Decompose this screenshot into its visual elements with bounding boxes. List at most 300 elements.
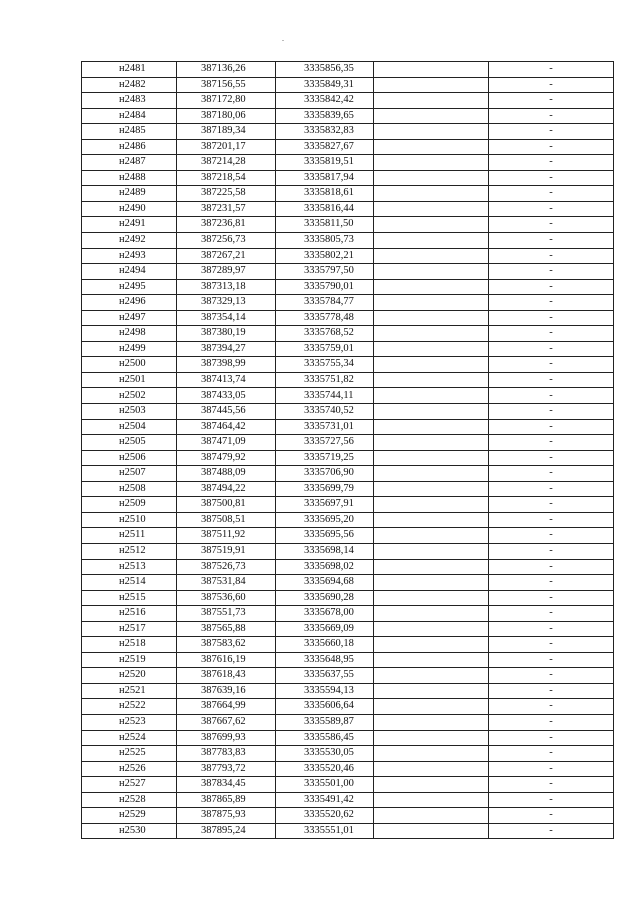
point-id-cell: н2527	[82, 777, 177, 793]
value-cell: -	[489, 295, 614, 311]
y-coordinate-cell: 3335698,14	[276, 543, 374, 559]
table-row	[82, 155, 614, 171]
table-row	[82, 543, 614, 559]
x-coordinate-cell: 387433,05	[177, 388, 276, 404]
value-cell: -	[489, 279, 614, 295]
y-coordinate-cell: 3335832,83	[276, 124, 374, 140]
y-coordinate-cell: 3335744,11	[276, 388, 374, 404]
y-coordinate-cell: 3335751,82	[276, 372, 374, 388]
y-coordinate-cell: 3335520,62	[276, 808, 374, 824]
point-id-cell: н2526	[82, 761, 177, 777]
x-coordinate-cell: 387236,81	[177, 217, 276, 233]
value-cell: -	[489, 450, 614, 466]
table-row	[82, 341, 614, 357]
y-coordinate-cell: 3335811,50	[276, 217, 374, 233]
empty-cell	[374, 388, 489, 404]
value-cell: -	[489, 357, 614, 373]
y-coordinate-cell: 3335606,64	[276, 699, 374, 715]
y-coordinate-cell: 3335802,21	[276, 248, 374, 264]
x-coordinate-cell: 387699,93	[177, 730, 276, 746]
empty-cell	[374, 512, 489, 528]
x-coordinate-cell: 387508,51	[177, 512, 276, 528]
x-coordinate-cell: 387313,18	[177, 279, 276, 295]
table-row	[82, 761, 614, 777]
point-id-cell: н2519	[82, 652, 177, 668]
value-cell: -	[489, 652, 614, 668]
empty-cell	[374, 823, 489, 839]
x-coordinate-cell: 387329,13	[177, 295, 276, 311]
table-row	[82, 435, 614, 451]
y-coordinate-cell: 3335594,13	[276, 683, 374, 699]
value-cell: -	[489, 124, 614, 140]
point-id-cell: н2501	[82, 372, 177, 388]
empty-cell	[374, 295, 489, 311]
x-coordinate-cell: 387289,97	[177, 264, 276, 280]
value-cell: -	[489, 621, 614, 637]
y-coordinate-cell: 3335706,90	[276, 466, 374, 482]
y-coordinate-cell: 3335797,50	[276, 264, 374, 280]
value-cell: -	[489, 714, 614, 730]
point-id-cell: н2494	[82, 264, 177, 280]
x-coordinate-cell: 387136,26	[177, 62, 276, 78]
point-id-cell: н2498	[82, 326, 177, 342]
table-row	[82, 808, 614, 824]
point-id-cell: н2513	[82, 559, 177, 575]
point-id-cell: н2500	[82, 357, 177, 373]
x-coordinate-cell: 387479,92	[177, 450, 276, 466]
y-coordinate-cell: 3335818,61	[276, 186, 374, 202]
empty-cell	[374, 668, 489, 684]
table-row	[82, 170, 614, 186]
value-cell: -	[489, 108, 614, 124]
x-coordinate-cell: 387494,22	[177, 481, 276, 497]
x-coordinate-cell: 387618,43	[177, 668, 276, 684]
value-cell: -	[489, 388, 614, 404]
empty-cell	[374, 201, 489, 217]
x-coordinate-cell: 387664,99	[177, 699, 276, 715]
point-id-cell: н2508	[82, 481, 177, 497]
x-coordinate-cell: 387783,83	[177, 746, 276, 762]
table-row	[82, 590, 614, 606]
point-id-cell: н2486	[82, 139, 177, 155]
y-coordinate-cell: 3335698,02	[276, 559, 374, 575]
y-coordinate-cell: 3335530,05	[276, 746, 374, 762]
point-id-cell: н2523	[82, 714, 177, 730]
y-coordinate-cell: 3335827,67	[276, 139, 374, 155]
x-coordinate-cell: 387471,09	[177, 435, 276, 451]
x-coordinate-cell: 387639,16	[177, 683, 276, 699]
point-id-cell: н2499	[82, 341, 177, 357]
y-coordinate-cell: 3335697,91	[276, 497, 374, 513]
empty-cell	[374, 264, 489, 280]
point-id-cell: н2522	[82, 699, 177, 715]
y-coordinate-cell: 3335690,28	[276, 590, 374, 606]
table-row	[82, 668, 614, 684]
table-row	[82, 233, 614, 249]
x-coordinate-cell: 387398,99	[177, 357, 276, 373]
y-coordinate-cell: 3335660,18	[276, 637, 374, 653]
table-row	[82, 652, 614, 668]
point-id-cell: н2484	[82, 108, 177, 124]
point-id-cell: н2490	[82, 201, 177, 217]
x-coordinate-cell: 387201,17	[177, 139, 276, 155]
point-id-cell: н2511	[82, 528, 177, 544]
y-coordinate-cell: 3335784,77	[276, 295, 374, 311]
y-coordinate-cell: 3335719,25	[276, 450, 374, 466]
table-row	[82, 295, 614, 311]
table-row	[82, 699, 614, 715]
point-id-cell: н2483	[82, 93, 177, 109]
point-id-cell: н2503	[82, 404, 177, 420]
table-row	[82, 450, 614, 466]
point-id-cell: н2497	[82, 310, 177, 326]
y-coordinate-cell: 3335678,00	[276, 606, 374, 622]
y-coordinate-cell: 3335551,01	[276, 823, 374, 839]
value-cell: -	[489, 497, 614, 513]
point-id-cell: н2530	[82, 823, 177, 839]
x-coordinate-cell: 387834,45	[177, 777, 276, 793]
point-id-cell: н2524	[82, 730, 177, 746]
table-row	[82, 823, 614, 839]
x-coordinate-cell: 387464,42	[177, 419, 276, 435]
table-row	[82, 777, 614, 793]
empty-cell	[374, 777, 489, 793]
point-id-cell: н2493	[82, 248, 177, 264]
table-body	[82, 62, 614, 839]
point-id-cell: н2525	[82, 746, 177, 762]
empty-cell	[374, 372, 489, 388]
empty-cell	[374, 792, 489, 808]
value-cell: -	[489, 761, 614, 777]
table-row	[82, 93, 614, 109]
table-row	[82, 62, 614, 78]
empty-cell	[374, 108, 489, 124]
value-cell: -	[489, 170, 614, 186]
value-cell: -	[489, 559, 614, 575]
y-coordinate-cell: 3335778,48	[276, 310, 374, 326]
value-cell: -	[489, 777, 614, 793]
table-row	[82, 559, 614, 575]
empty-cell	[374, 730, 489, 746]
table-row	[82, 528, 614, 544]
empty-cell	[374, 714, 489, 730]
value-cell: -	[489, 823, 614, 839]
value-cell: -	[489, 528, 614, 544]
value-cell: -	[489, 326, 614, 342]
point-id-cell: н2489	[82, 186, 177, 202]
point-id-cell: н2504	[82, 419, 177, 435]
empty-cell	[374, 62, 489, 78]
table-row	[82, 683, 614, 699]
table-row	[82, 792, 614, 808]
empty-cell	[374, 637, 489, 653]
point-id-cell: н2488	[82, 170, 177, 186]
x-coordinate-cell: 387156,55	[177, 77, 276, 93]
y-coordinate-cell: 3335637,55	[276, 668, 374, 684]
point-id-cell: н2492	[82, 233, 177, 249]
table-row	[82, 248, 614, 264]
empty-cell	[374, 233, 489, 249]
y-coordinate-cell: 3335501,00	[276, 777, 374, 793]
table-row	[82, 264, 614, 280]
value-cell: -	[489, 186, 614, 202]
table-row	[82, 77, 614, 93]
empty-cell	[374, 77, 489, 93]
table-row	[82, 621, 614, 637]
point-id-cell: н2512	[82, 543, 177, 559]
table-row	[82, 279, 614, 295]
scan-speck	[282, 40, 284, 41]
point-id-cell: н2517	[82, 621, 177, 637]
empty-cell	[374, 450, 489, 466]
table-row	[82, 730, 614, 746]
point-id-cell: н2485	[82, 124, 177, 140]
point-id-cell: н2509	[82, 497, 177, 513]
empty-cell	[374, 93, 489, 109]
point-id-cell: н2491	[82, 217, 177, 233]
empty-cell	[374, 248, 489, 264]
value-cell: -	[489, 155, 614, 171]
y-coordinate-cell: 3335856,35	[276, 62, 374, 78]
y-coordinate-cell: 3335842,42	[276, 93, 374, 109]
y-coordinate-cell: 3335817,94	[276, 170, 374, 186]
value-cell: -	[489, 746, 614, 762]
table-row	[82, 497, 614, 513]
table-row	[82, 481, 614, 497]
value-cell: -	[489, 248, 614, 264]
table-row	[82, 637, 614, 653]
empty-cell	[374, 466, 489, 482]
table-row	[82, 186, 614, 202]
point-id-cell: н2505	[82, 435, 177, 451]
value-cell: -	[489, 543, 614, 559]
empty-cell	[374, 699, 489, 715]
value-cell: -	[489, 730, 614, 746]
value-cell: -	[489, 590, 614, 606]
y-coordinate-cell: 3335648,95	[276, 652, 374, 668]
y-coordinate-cell: 3335790,01	[276, 279, 374, 295]
x-coordinate-cell: 387565,88	[177, 621, 276, 637]
point-id-cell: н2502	[82, 388, 177, 404]
table-row	[82, 108, 614, 124]
empty-cell	[374, 170, 489, 186]
value-cell: -	[489, 575, 614, 591]
y-coordinate-cell: 3335805,73	[276, 233, 374, 249]
value-cell: -	[489, 62, 614, 78]
empty-cell	[374, 652, 489, 668]
y-coordinate-cell: 3335520,46	[276, 761, 374, 777]
table-row	[82, 466, 614, 482]
y-coordinate-cell: 3335740,52	[276, 404, 374, 420]
value-cell: -	[489, 264, 614, 280]
x-coordinate-cell: 387180,06	[177, 108, 276, 124]
x-coordinate-cell: 387616,19	[177, 652, 276, 668]
table-row	[82, 419, 614, 435]
empty-cell	[374, 575, 489, 591]
value-cell: -	[489, 93, 614, 109]
empty-cell	[374, 419, 489, 435]
value-cell: -	[489, 435, 614, 451]
y-coordinate-cell: 3335849,31	[276, 77, 374, 93]
empty-cell	[374, 590, 489, 606]
x-coordinate-cell: 387511,92	[177, 528, 276, 544]
point-id-cell: н2496	[82, 295, 177, 311]
empty-cell	[374, 621, 489, 637]
y-coordinate-cell: 3335755,34	[276, 357, 374, 373]
empty-cell	[374, 683, 489, 699]
x-coordinate-cell: 387667,62	[177, 714, 276, 730]
x-coordinate-cell: 387231,57	[177, 201, 276, 217]
x-coordinate-cell: 387500,81	[177, 497, 276, 513]
x-coordinate-cell: 387445,56	[177, 404, 276, 420]
x-coordinate-cell: 387218,54	[177, 170, 276, 186]
x-coordinate-cell: 387531,84	[177, 575, 276, 591]
empty-cell	[374, 808, 489, 824]
point-id-cell: н2521	[82, 683, 177, 699]
table-row	[82, 714, 614, 730]
empty-cell	[374, 341, 489, 357]
y-coordinate-cell: 3335768,52	[276, 326, 374, 342]
empty-cell	[374, 217, 489, 233]
value-cell: -	[489, 699, 614, 715]
value-cell: -	[489, 77, 614, 93]
point-id-cell: н2529	[82, 808, 177, 824]
x-coordinate-cell: 387225,58	[177, 186, 276, 202]
point-id-cell: н2516	[82, 606, 177, 622]
empty-cell	[374, 481, 489, 497]
y-coordinate-cell: 3335491,42	[276, 792, 374, 808]
y-coordinate-cell: 3335819,51	[276, 155, 374, 171]
table-row	[82, 372, 614, 388]
value-cell: -	[489, 139, 614, 155]
table-row	[82, 139, 614, 155]
x-coordinate-cell: 387875,93	[177, 808, 276, 824]
x-coordinate-cell: 387354,14	[177, 310, 276, 326]
x-coordinate-cell: 387267,21	[177, 248, 276, 264]
empty-cell	[374, 761, 489, 777]
empty-cell	[374, 357, 489, 373]
x-coordinate-cell: 387256,73	[177, 233, 276, 249]
table-row	[82, 575, 614, 591]
y-coordinate-cell: 3335759,01	[276, 341, 374, 357]
empty-cell	[374, 606, 489, 622]
y-coordinate-cell: 3335586,45	[276, 730, 374, 746]
table-row	[82, 404, 614, 420]
value-cell: -	[489, 637, 614, 653]
value-cell: -	[489, 808, 614, 824]
empty-cell	[374, 435, 489, 451]
table-row	[82, 217, 614, 233]
value-cell: -	[489, 372, 614, 388]
empty-cell	[374, 543, 489, 559]
x-coordinate-cell: 387551,73	[177, 606, 276, 622]
value-cell: -	[489, 341, 614, 357]
coordinates-table	[81, 61, 614, 839]
value-cell: -	[489, 683, 614, 699]
point-id-cell: н2514	[82, 575, 177, 591]
table-row	[82, 310, 614, 326]
y-coordinate-cell: 3335727,56	[276, 435, 374, 451]
empty-cell	[374, 279, 489, 295]
value-cell: -	[489, 606, 614, 622]
empty-cell	[374, 139, 489, 155]
point-id-cell: н2510	[82, 512, 177, 528]
y-coordinate-cell: 3335695,56	[276, 528, 374, 544]
x-coordinate-cell: 387172,80	[177, 93, 276, 109]
empty-cell	[374, 497, 489, 513]
value-cell: -	[489, 404, 614, 420]
value-cell: -	[489, 233, 614, 249]
empty-cell	[374, 746, 489, 762]
point-id-cell: н2487	[82, 155, 177, 171]
point-id-cell: н2495	[82, 279, 177, 295]
table-row	[82, 124, 614, 140]
y-coordinate-cell: 3335694,68	[276, 575, 374, 591]
point-id-cell: н2515	[82, 590, 177, 606]
y-coordinate-cell: 3335816,44	[276, 201, 374, 217]
y-coordinate-cell: 3335839,65	[276, 108, 374, 124]
value-cell: -	[489, 201, 614, 217]
point-id-cell: н2482	[82, 77, 177, 93]
x-coordinate-cell: 387526,73	[177, 559, 276, 575]
empty-cell	[374, 310, 489, 326]
x-coordinate-cell: 387413,74	[177, 372, 276, 388]
point-id-cell: н2481	[82, 62, 177, 78]
table-row	[82, 606, 614, 622]
point-id-cell: н2528	[82, 792, 177, 808]
value-cell: -	[489, 481, 614, 497]
table-row	[82, 746, 614, 762]
empty-cell	[374, 326, 489, 342]
empty-cell	[374, 124, 489, 140]
value-cell: -	[489, 668, 614, 684]
y-coordinate-cell: 3335589,87	[276, 714, 374, 730]
point-id-cell: н2506	[82, 450, 177, 466]
empty-cell	[374, 559, 489, 575]
x-coordinate-cell: 387895,24	[177, 823, 276, 839]
value-cell: -	[489, 310, 614, 326]
empty-cell	[374, 528, 489, 544]
x-coordinate-cell: 387865,89	[177, 792, 276, 808]
value-cell: -	[489, 512, 614, 528]
x-coordinate-cell: 387793,72	[177, 761, 276, 777]
value-cell: -	[489, 217, 614, 233]
value-cell: -	[489, 792, 614, 808]
x-coordinate-cell: 387519,91	[177, 543, 276, 559]
x-coordinate-cell: 387536,60	[177, 590, 276, 606]
table-row	[82, 326, 614, 342]
table-row	[82, 512, 614, 528]
empty-cell	[374, 155, 489, 171]
y-coordinate-cell: 3335731,01	[276, 419, 374, 435]
y-coordinate-cell: 3335699,79	[276, 481, 374, 497]
y-coordinate-cell: 3335669,09	[276, 621, 374, 637]
y-coordinate-cell: 3335695,20	[276, 512, 374, 528]
value-cell: -	[489, 419, 614, 435]
table-row	[82, 388, 614, 404]
table-row	[82, 357, 614, 373]
x-coordinate-cell: 387488,09	[177, 466, 276, 482]
x-coordinate-cell: 387394,27	[177, 341, 276, 357]
x-coordinate-cell: 387583,62	[177, 637, 276, 653]
point-id-cell: н2507	[82, 466, 177, 482]
x-coordinate-cell: 387214,28	[177, 155, 276, 171]
empty-cell	[374, 186, 489, 202]
point-id-cell: н2520	[82, 668, 177, 684]
table-row	[82, 201, 614, 217]
point-id-cell: н2518	[82, 637, 177, 653]
x-coordinate-cell: 387380,19	[177, 326, 276, 342]
